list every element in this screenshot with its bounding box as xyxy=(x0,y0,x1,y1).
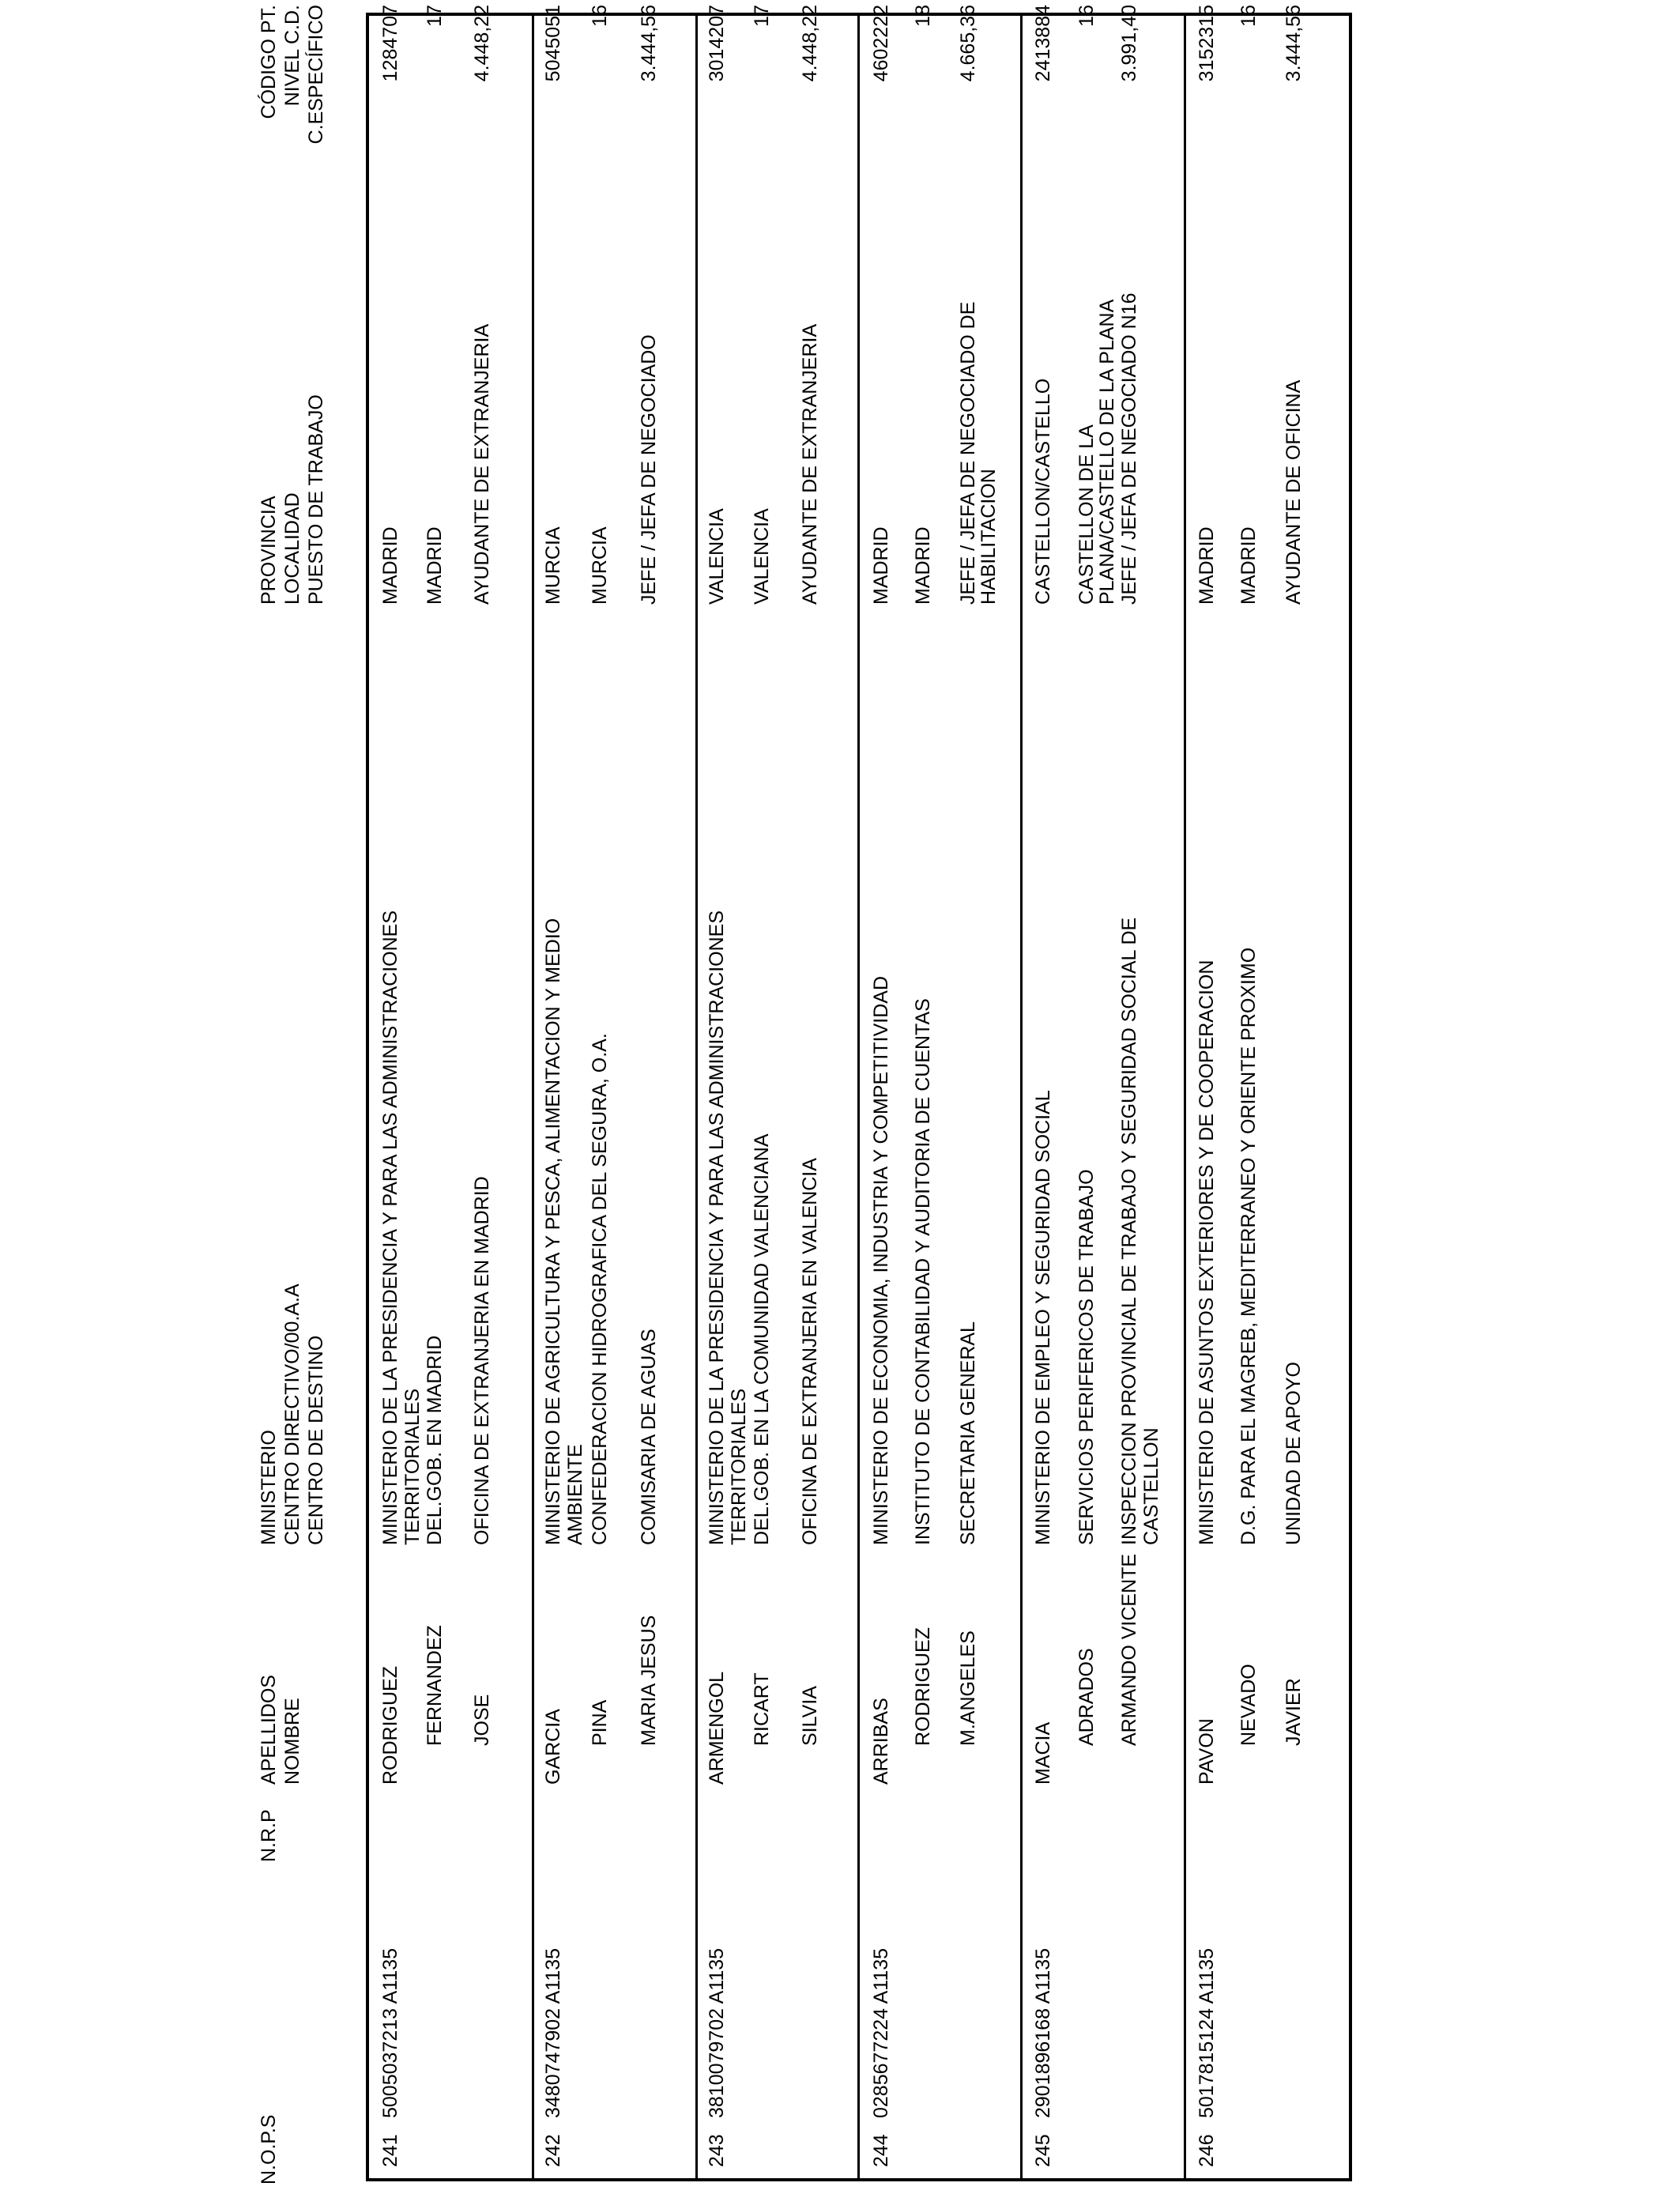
row-especifico: 4.665,36 xyxy=(957,5,979,82)
row-nivel: 16 xyxy=(589,5,611,27)
header-centro-directivo: CENTRO DIRECTIVO/00.A.A xyxy=(281,1284,303,1545)
row-ministerio: MINISTERIO DE ASUNTOS EXTERIORES Y DE COOPERACION xyxy=(1196,959,1218,1545)
row-centro-directivo: DEL.GOB. EN LA COMUNIDAD VALENCIANA xyxy=(751,1133,773,1545)
row-number: 241 xyxy=(379,2134,401,2167)
row-apellido2: PINA xyxy=(589,1699,611,1746)
row-nivel: 17 xyxy=(424,5,446,27)
row-nombre: JOSE xyxy=(471,1694,493,1746)
row-provincia: MADRID xyxy=(870,526,892,605)
row-apellido1: PAVON xyxy=(1196,1718,1218,1785)
row-provincia: MADRID xyxy=(1196,526,1218,605)
row-nombre: ARMANDO VICENTE xyxy=(1118,1553,1140,1746)
row-puesto: AYUDANTE DE EXTRANJERIA xyxy=(471,323,493,605)
row-centro-destino: SECRETARIA GENERAL xyxy=(957,1321,979,1545)
row-localidad-cont: PLANA/CASTELLO DE LA PLANA xyxy=(1096,299,1118,605)
row-nrp: 5017815124 A1135 xyxy=(1196,1947,1218,2118)
row-apellido2: NEVADO xyxy=(1237,1664,1260,1746)
row-especifico: 4.448,22 xyxy=(471,5,493,82)
row-centro-directivo: CONFEDERACION HIDROGRAFICA DEL SEGURA, O.A. xyxy=(589,1033,611,1545)
row-puesto: JEFE / JEFA DE NEGOCIADO DE xyxy=(957,301,979,605)
header-apellidos: APELLIDOS xyxy=(258,1675,280,1785)
row-especifico: 3.444,56 xyxy=(1283,5,1305,82)
header-nrp: N.R.P xyxy=(258,1809,280,1862)
row-provincia: VALENCIA xyxy=(706,508,728,605)
row-centro-destino-cont: CASTELLON xyxy=(1140,1427,1162,1545)
row-nrp: 5005037213 A1135 xyxy=(379,1947,401,2118)
row-nivel: 16 xyxy=(1237,5,1260,27)
row-codigo: 3014207 xyxy=(706,5,728,82)
row-separator xyxy=(695,13,698,2181)
row-number: 243 xyxy=(706,2134,728,2167)
row-puesto: JEFE / JEFA DE NEGOCIADO N16 xyxy=(1118,292,1140,605)
row-apellido2: FERNANDEZ xyxy=(424,1625,446,1746)
header-centro-destino: CENTRO DE DESTINO xyxy=(305,1335,327,1545)
row-number: 244 xyxy=(870,2134,892,2167)
row-provincia: MADRID xyxy=(379,526,401,605)
row-number: 246 xyxy=(1196,2134,1218,2167)
row-nrp: 3810079702 A1135 xyxy=(706,1947,728,2118)
row-localidad: VALENCIA xyxy=(751,508,773,605)
row-localidad: MADRID xyxy=(424,526,446,605)
row-centro-destino: UNIDAD DE APOYO xyxy=(1283,1362,1305,1545)
row-number: 245 xyxy=(1032,2134,1054,2167)
row-nombre: MARIA JESUS xyxy=(638,1615,660,1746)
row-nrp: 2901896168 A1135 xyxy=(1032,1947,1054,2118)
row-nombre: SILVIA xyxy=(799,1686,821,1746)
row-centro-destino: COMISARIA DE AGUAS xyxy=(638,1329,660,1545)
row-localidad: MADRID xyxy=(1237,526,1260,605)
row-centro-directivo: D.G. PARA EL MAGREB, MEDITERRANEO Y ORIENTE PROXIMO xyxy=(1237,947,1260,1545)
row-centro-destino: OFICINA DE EXTRANJERIA EN VALENCIA xyxy=(799,1158,821,1545)
row-apellido2: ADRADOS xyxy=(1075,1648,1098,1746)
row-centro-destino: INSPECCION PROVINCIAL DE TRABAJO Y SEGURIDAD SOCIAL DE xyxy=(1118,917,1140,1545)
row-nrp: 3480747902 A1135 xyxy=(542,1947,564,2118)
row-nivel: 17 xyxy=(751,5,773,27)
row-codigo: 3152315 xyxy=(1196,5,1218,82)
row-codigo: 5045051 xyxy=(542,5,564,82)
row-apellido1: ARRIBAS xyxy=(870,1698,892,1785)
row-codigo: 1284707 xyxy=(379,5,401,82)
row-localidad: CASTELLON DE LA xyxy=(1075,424,1098,605)
row-puesto: AYUDANTE DE OFICINA xyxy=(1283,379,1305,605)
row-nombre: JAVIER xyxy=(1283,1678,1305,1746)
row-ministerio: MINISTERIO DE EMPLEO Y SEGURIDAD SOCIAL xyxy=(1032,1090,1054,1545)
row-localidad: MADRID xyxy=(912,526,934,605)
row-centro-directivo: DEL.GOB. EN MADRID xyxy=(424,1335,446,1545)
row-localidad: MURCIA xyxy=(589,526,611,605)
header-ministerio: MINISTERIO xyxy=(258,1430,280,1545)
row-puesto-cont: HABILITACION xyxy=(977,469,1000,605)
header-nivel: NIVEL C.D. xyxy=(281,5,303,107)
header-nops: N.O.P.S xyxy=(258,2114,280,2185)
row-centro-directivo: INSTITUTO DE CONTABILIDAD Y AUDITORIA DE CUENTAS xyxy=(912,998,934,1545)
row-apellido1: GARCIA xyxy=(542,1709,564,1785)
row-ministerio: MINISTERIO DE LA PRESIDENCIA Y PARA LAS ADMINISTRACIONES xyxy=(706,910,728,1545)
row-apellido1: ARMENGOL xyxy=(706,1671,728,1785)
row-centro-destino: OFICINA DE EXTRANJERIA EN MADRID xyxy=(471,1176,493,1545)
row-nombre: M.ANGELES xyxy=(957,1630,979,1746)
row-ministerio-cont: AMBIENTE xyxy=(564,1444,586,1545)
row-nivel: 18 xyxy=(912,5,934,27)
row-ministerio: MINISTERIO DE ECONOMIA, INDUSTRIA Y COMPETITIVIDAD xyxy=(870,976,892,1545)
header-nombre: NOMBRE xyxy=(281,1698,303,1785)
header-codigo: CÓDIGO PT. xyxy=(258,5,280,119)
row-apellido1: RODRIGUEZ xyxy=(379,1666,401,1785)
header-provincia: PROVINCIA xyxy=(258,496,280,605)
row-centro-directivo: SERVICIOS PERIFERICOS DE TRABAJO xyxy=(1075,1169,1098,1545)
row-nrp: 0285677224 A1135 xyxy=(870,1947,892,2118)
row-especifico: 3.991,40 xyxy=(1118,5,1140,82)
row-puesto: AYUDANTE DE EXTRANJERIA xyxy=(799,323,821,605)
row-codigo: 2413884 xyxy=(1032,5,1054,82)
row-ministerio: MINISTERIO DE AGRICULTURA Y PESCA, ALIMENTACION Y MEDIO xyxy=(542,918,564,1545)
row-number: 242 xyxy=(542,2134,564,2167)
row-nivel: 16 xyxy=(1075,5,1098,27)
row-separator xyxy=(532,13,534,2181)
row-ministerio-cont: TERRITORIALES xyxy=(728,1388,750,1545)
header-especifico: C.ESPECÍFICO xyxy=(305,5,327,145)
row-separator xyxy=(857,13,860,2181)
row-apellido1: MACIA xyxy=(1032,1721,1054,1785)
row-apellido2: RICART xyxy=(751,1672,773,1746)
row-ministerio-cont: TERRITORIALES xyxy=(401,1388,424,1545)
row-separator xyxy=(1020,13,1023,2181)
header-puesto: PUESTO DE TRABAJO xyxy=(305,394,327,605)
header-localidad: LOCALIDAD xyxy=(281,492,303,605)
row-provincia: CASTELLON/CASTELLO xyxy=(1032,378,1054,605)
row-codigo: 4602222 xyxy=(870,5,892,82)
row-provincia: MURCIA xyxy=(542,526,564,605)
row-especifico: 3.444,56 xyxy=(638,5,660,82)
row-puesto: JEFE / JEFA DE NEGOCIADO xyxy=(638,334,660,605)
row-ministerio: MINISTERIO DE LA PRESIDENCIA Y PARA LAS ADMINISTRACIONES xyxy=(379,910,401,1545)
row-separator xyxy=(1184,13,1186,2181)
row-especifico: 4.448,22 xyxy=(799,5,821,82)
row-apellido2: RODRIGUEZ xyxy=(912,1627,934,1746)
